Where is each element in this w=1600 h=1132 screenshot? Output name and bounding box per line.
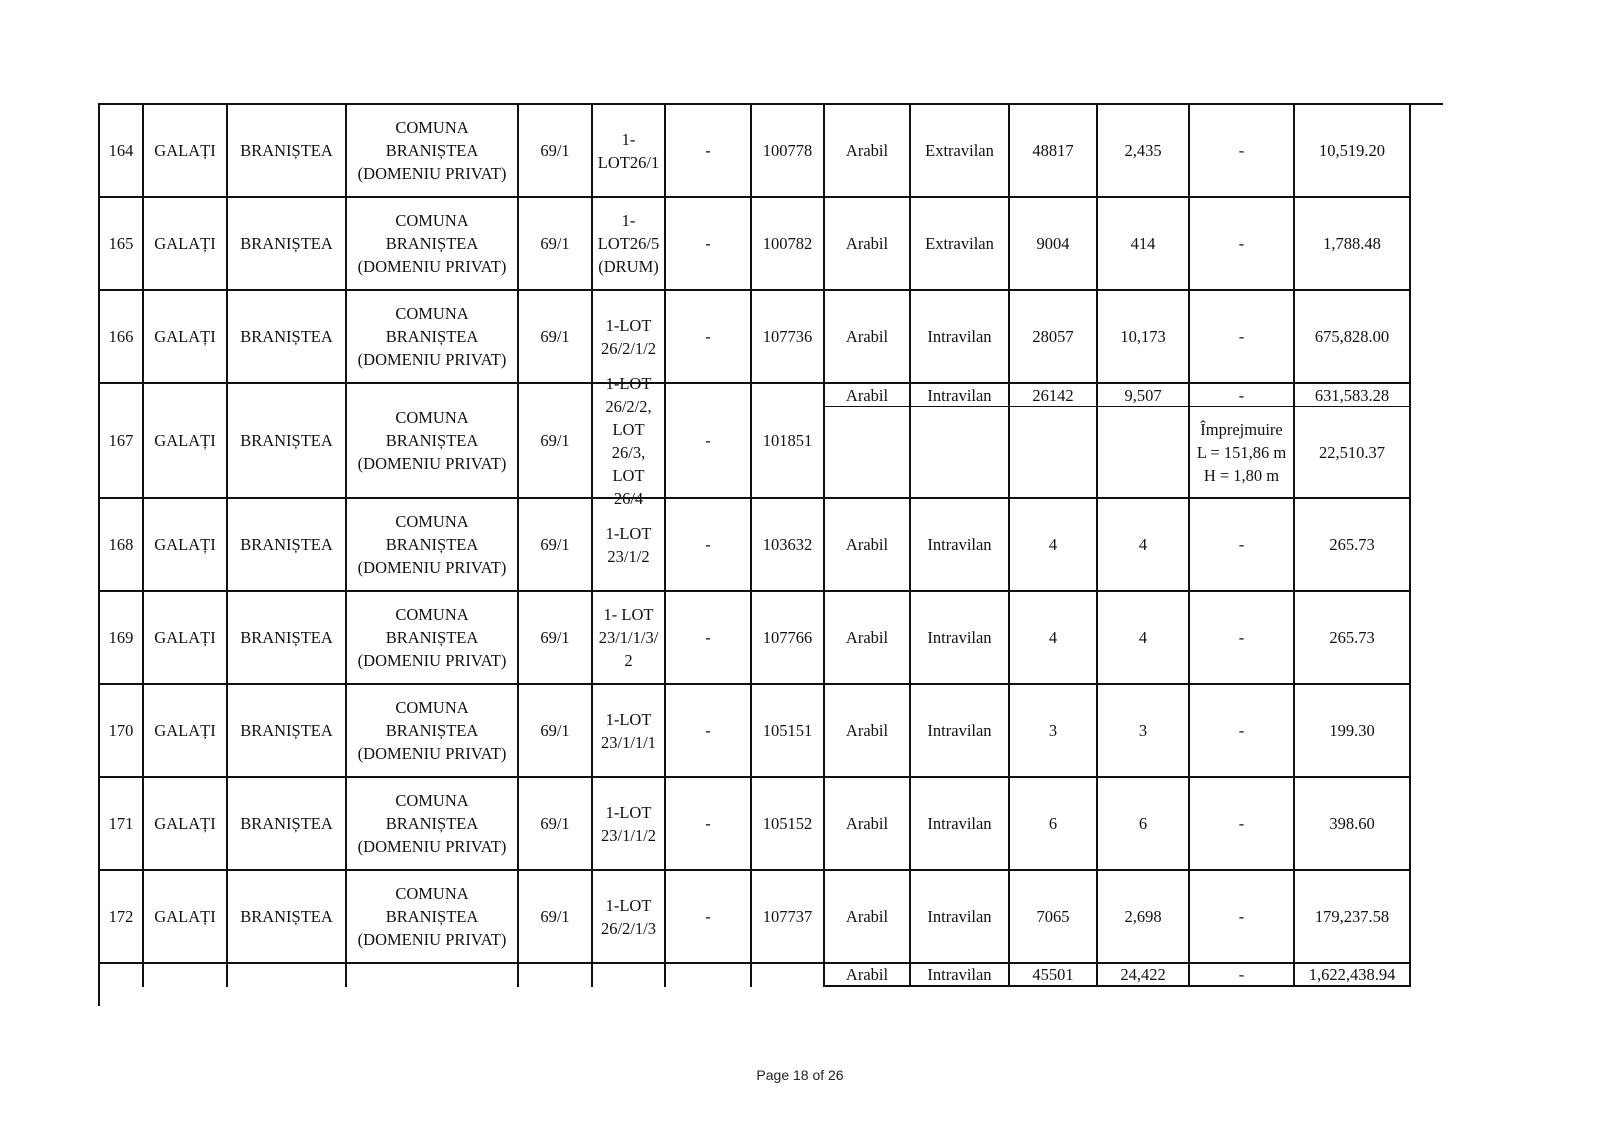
- zone-type-cell-text: Intravilan: [927, 385, 992, 405]
- page-footer: Page 18 of 26: [756, 1067, 844, 1083]
- construction-cell: [1190, 778, 1295, 871]
- locality-cell: [228, 384, 347, 499]
- cadastral-number-cell: [752, 592, 825, 685]
- area-secondary-cell: [1098, 685, 1190, 778]
- parcel-cell: [593, 105, 666, 198]
- value-cell: [1295, 871, 1411, 964]
- area-cell-text: 28057: [1032, 327, 1074, 346]
- value-cell: [1295, 407, 1411, 499]
- county-cell: [144, 685, 228, 778]
- category-cell: [825, 499, 911, 592]
- nr-cell-text: 170: [108, 721, 134, 740]
- zone-type-cell-text: Intravilan: [927, 965, 992, 984]
- zone-type-cell: [911, 384, 1010, 407]
- tarla-cell-text: 69/1: [540, 721, 570, 740]
- parcel-cell: [593, 499, 666, 592]
- old-cadastral-cell-text: -: [705, 907, 711, 926]
- area-cell: [1010, 871, 1098, 964]
- category-cell-text: Arabil: [845, 535, 889, 554]
- area-cell: [1010, 291, 1098, 384]
- county-cell-text: GALAȚI: [154, 431, 216, 450]
- tarla-cell-text: 69/1: [540, 327, 570, 346]
- category-cell: [825, 871, 911, 964]
- parcel-cell-text: 1-LOT 23/1/1/1: [600, 709, 656, 752]
- owner-cell-text: COMUNA BRANIȘTEA (DOMENIU PRIVAT): [357, 118, 507, 183]
- owner-cell: [347, 685, 519, 778]
- cadastral-number-cell: [752, 685, 825, 778]
- value-cell: [1295, 964, 1411, 987]
- tarla-cell: [519, 592, 593, 685]
- value-cell-text: 631,583.28: [1314, 385, 1390, 405]
- zone-type-cell-text: Intravilan: [927, 814, 992, 833]
- parcel-cell-text: 1- LOT26/1: [597, 129, 660, 172]
- old-cadastral-cell-text: -: [705, 535, 711, 554]
- area-secondary-cell: [1098, 105, 1190, 198]
- old-cadastral-cell-text: -: [705, 141, 711, 160]
- construction-cell: [1190, 105, 1295, 198]
- zone-type-cell: [911, 499, 1010, 592]
- category-cell-text: Arabil: [845, 141, 889, 160]
- old-cadastral-cell-text: -: [705, 234, 711, 253]
- category-cell-text: Arabil: [845, 628, 889, 647]
- zone-type-cell: [911, 291, 1010, 384]
- county-cell: [144, 198, 228, 291]
- nr-cell-text: 169: [108, 628, 134, 647]
- zone-type-cell-text: Intravilan: [927, 327, 992, 346]
- category-cell: [825, 407, 911, 499]
- zone-type-cell: [911, 198, 1010, 291]
- area-cell-text: 6: [1048, 814, 1058, 833]
- area-cell-text: 45501: [1032, 965, 1074, 984]
- cadastral-number-cell: [752, 384, 825, 499]
- county-cell: [144, 291, 228, 384]
- tarla-cell-continued: [519, 964, 593, 987]
- nr-cell: [100, 291, 144, 384]
- category-cell-text: Arabil: [845, 907, 889, 926]
- tarla-cell: [519, 499, 593, 592]
- area-secondary-cell: [1098, 499, 1190, 592]
- category-cell: [825, 592, 911, 685]
- county-cell-text: GALAȚI: [154, 535, 216, 554]
- value-cell-text: 1,788.48: [1323, 234, 1381, 253]
- construction-cell: [1190, 871, 1295, 964]
- value-cell-text: 675,828.00: [1314, 327, 1390, 346]
- nr-cell-continued: [100, 964, 144, 987]
- owner-cell: [347, 499, 519, 592]
- cadastral-number-cell-text: 105151: [762, 721, 813, 740]
- cadastral-number-cell: [752, 198, 825, 291]
- old-cadastral-cell: [666, 198, 752, 291]
- value-cell-text: 1,622,438.94: [1308, 965, 1396, 984]
- cadastral-number-cell-text: 100778: [762, 141, 813, 160]
- owner-cell: [347, 105, 519, 198]
- owner-cell: [347, 198, 519, 291]
- cadastral-number-cell-text: 105152: [762, 814, 813, 833]
- zone-type-cell-text: Extravilan: [925, 234, 994, 253]
- zone-type-cell: [911, 964, 1010, 987]
- area-secondary-cell: [1098, 778, 1190, 871]
- value-cell-text: 22,510.37: [1319, 442, 1385, 462]
- value-cell-text: 265.73: [1329, 628, 1375, 647]
- area-cell-text: 4: [1048, 535, 1058, 554]
- cadastral-number-cell: [752, 871, 825, 964]
- construction-cell: [1190, 499, 1295, 592]
- owner-cell: [347, 592, 519, 685]
- zone-type-cell-text: Intravilan: [927, 628, 992, 647]
- locality-cell-text: BRANIȘTEA: [240, 721, 333, 740]
- zone-type-cell-text: Intravilan: [927, 721, 992, 740]
- tarla-cell-text: 69/1: [540, 234, 570, 253]
- locality-cell-text: BRANIȘTEA: [240, 535, 333, 554]
- parcel-cell: [593, 198, 666, 291]
- area-secondary-cell-text: 10,173: [1120, 327, 1166, 346]
- parcel-cell-text: 1-LOT 26/2/2, LOT 26/3, LOT 26/4: [605, 373, 652, 508]
- owner-cell-text: COMUNA BRANIȘTEA (DOMENIU PRIVAT): [357, 605, 507, 670]
- old-cadastral-cell-text: -: [705, 814, 711, 833]
- parcel-cell-text: 1- LOT 23/1/1/3/ 2: [598, 605, 659, 670]
- value-cell-text: 265.73: [1329, 535, 1375, 554]
- locality-cell: [228, 291, 347, 384]
- zone-type-cell: [911, 871, 1010, 964]
- locality-cell-text: BRANIȘTEA: [240, 814, 333, 833]
- area-secondary-cell: [1098, 291, 1190, 384]
- county-cell: [144, 871, 228, 964]
- value-cell: [1295, 592, 1411, 685]
- construction-cell-text: -: [1238, 385, 1245, 405]
- tarla-cell-text: 69/1: [540, 141, 570, 160]
- locality-cell: [228, 871, 347, 964]
- old-cadastral-cell: [666, 685, 752, 778]
- construction-cell-text: -: [1238, 721, 1245, 740]
- locality-cell-text: BRANIȘTEA: [240, 907, 333, 926]
- county-cell-text: GALAȚI: [154, 907, 216, 926]
- nr-cell-text: 165: [108, 234, 134, 253]
- construction-cell-text: -: [1238, 327, 1245, 346]
- cadastral-number-cell: [752, 778, 825, 871]
- tarla-cell: [519, 198, 593, 291]
- zone-type-cell-text: Extravilan: [925, 141, 994, 160]
- owner-cell-text: COMUNA BRANIȘTEA (DOMENIU PRIVAT): [357, 211, 507, 276]
- area-cell-text: 9004: [1036, 234, 1070, 253]
- category-cell-text: Arabil: [845, 327, 889, 346]
- county-cell: [144, 384, 228, 499]
- owner-cell: [347, 384, 519, 499]
- county-cell: [144, 499, 228, 592]
- parcel-cell-text: 1-LOT 23/1/2: [605, 523, 652, 566]
- county-cell-text: GALAȚI: [154, 721, 216, 740]
- category-cell: [825, 778, 911, 871]
- locality-cell-text: BRANIȘTEA: [240, 628, 333, 647]
- locality-cell-text: BRANIȘTEA: [240, 234, 333, 253]
- county-cell-continued: [144, 964, 228, 987]
- category-cell-text: Arabil: [845, 814, 889, 833]
- tarla-cell-text: 69/1: [540, 907, 570, 926]
- zone-type-cell-text: Intravilan: [927, 907, 992, 926]
- area-secondary-cell: [1098, 407, 1190, 499]
- tarla-cell-text: 69/1: [540, 814, 570, 833]
- cadastral-number-cell: [752, 291, 825, 384]
- owner-cell-text: COMUNA BRANIȘTEA (DOMENIU PRIVAT): [357, 512, 507, 577]
- area-cell: [1010, 964, 1098, 987]
- county-cell-text: GALAȚI: [154, 234, 216, 253]
- nr-cell-text: 167: [108, 431, 134, 450]
- category-cell: [825, 964, 911, 987]
- county-cell: [144, 592, 228, 685]
- tarla-cell-text: 69/1: [540, 535, 570, 554]
- nr-cell: [100, 592, 144, 685]
- parcel-cell-text: 1-LOT 26/2/1/2: [600, 315, 656, 358]
- area-secondary-cell-text: 4: [1138, 535, 1148, 554]
- tarla-cell: [519, 291, 593, 384]
- construction-cell-text: -: [1238, 907, 1245, 926]
- owner-cell: [347, 778, 519, 871]
- category-cell: [825, 105, 911, 198]
- parcel-cell-text: 1- LOT26/5 (DRUM): [597, 211, 660, 276]
- area-secondary-cell: [1098, 198, 1190, 291]
- area-cell: [1010, 407, 1098, 499]
- area-cell: [1010, 499, 1098, 592]
- locality-cell-continued: [228, 964, 347, 987]
- zone-type-cell-text: Intravilan: [927, 535, 992, 554]
- county-cell-text: GALAȚI: [154, 327, 216, 346]
- category-cell: [825, 198, 911, 291]
- county-cell-text: GALAȚI: [154, 814, 216, 833]
- cadastral-number-cell: [752, 105, 825, 198]
- locality-cell: [228, 778, 347, 871]
- area-secondary-cell: [1098, 871, 1190, 964]
- old-cadastral-cell: [666, 499, 752, 592]
- tarla-cell: [519, 778, 593, 871]
- zone-type-cell: [911, 407, 1010, 499]
- nr-cell: [100, 198, 144, 291]
- area-cell: [1010, 592, 1098, 685]
- tarla-cell: [519, 105, 593, 198]
- cadastral-number-cell-text: 103632: [762, 535, 813, 554]
- construction-cell-text: -: [1238, 965, 1245, 984]
- nr-cell-text: 166: [108, 327, 134, 346]
- nr-cell-text: 168: [108, 535, 134, 554]
- owner-cell: [347, 291, 519, 384]
- owner-cell-text: COMUNA BRANIȘTEA (DOMENIU PRIVAT): [357, 791, 507, 856]
- cadastral-number-cell: [752, 499, 825, 592]
- tarla-cell: [519, 871, 593, 964]
- value-cell: [1295, 685, 1411, 778]
- area-secondary-cell-text: 3: [1138, 721, 1148, 740]
- county-cell: [144, 105, 228, 198]
- value-cell-text: 179,237.58: [1314, 907, 1390, 926]
- old-cadastral-cell: [666, 105, 752, 198]
- parcel-cell: [593, 871, 666, 964]
- parcel-cell: [593, 592, 666, 685]
- area-secondary-cell-text: 24,422: [1120, 965, 1166, 984]
- nr-cell: [100, 499, 144, 592]
- tarla-cell: [519, 685, 593, 778]
- nr-cell-text: 172: [108, 907, 134, 926]
- construction-cell: [1190, 198, 1295, 291]
- construction-cell-text: -: [1238, 234, 1245, 253]
- county-cell-text: GALAȚI: [154, 628, 216, 647]
- locality-cell: [228, 198, 347, 291]
- area-secondary-cell-text: 414: [1130, 234, 1156, 253]
- cadastral-number-cell-continued: [752, 964, 825, 987]
- cadastral-number-cell-text: 107736: [762, 327, 813, 346]
- construction-cell-text: -: [1238, 628, 1245, 647]
- nr-cell: [100, 778, 144, 871]
- locality-cell: [228, 499, 347, 592]
- area-secondary-cell-text: 4: [1138, 628, 1148, 647]
- parcel-cell: [593, 685, 666, 778]
- land-registry-table: [98, 103, 1443, 1006]
- construction-cell: [1190, 685, 1295, 778]
- category-cell-text: Arabil: [845, 385, 889, 405]
- county-cell: [144, 778, 228, 871]
- tarla-cell: [519, 384, 593, 499]
- construction-cell: [1190, 592, 1295, 685]
- area-cell: [1010, 105, 1098, 198]
- zone-type-cell: [911, 592, 1010, 685]
- locality-cell: [228, 592, 347, 685]
- area-cell-text: 3: [1048, 721, 1058, 740]
- construction-cell: [1190, 407, 1295, 499]
- category-cell-text: Arabil: [845, 965, 889, 984]
- area-cell-text: 7065: [1036, 907, 1070, 926]
- owner-cell-continued: [347, 964, 519, 987]
- area-secondary-cell: [1098, 384, 1190, 407]
- county-cell-text: GALAȚI: [154, 141, 216, 160]
- nr-cell: [100, 384, 144, 499]
- area-secondary-cell-text: 6: [1138, 814, 1148, 833]
- zone-type-cell: [911, 778, 1010, 871]
- parcel-cell: [593, 778, 666, 871]
- cadastral-number-cell-text: 101851: [762, 431, 813, 450]
- old-cadastral-cell: [666, 871, 752, 964]
- parcel-cell-text: 1-LOT 23/1/1/2: [600, 802, 656, 845]
- old-cadastral-cell: [666, 384, 752, 499]
- nr-cell-text: 171: [108, 814, 134, 833]
- construction-cell-text: -: [1238, 814, 1245, 833]
- construction-cell-text: Împrejmuire L = 151,86 m H = 1,80 m: [1196, 419, 1287, 485]
- construction-cell-text: -: [1238, 535, 1245, 554]
- old-cadastral-cell-text: -: [705, 628, 711, 647]
- value-cell-text: 199.30: [1329, 721, 1375, 740]
- parcel-cell: [593, 373, 666, 508]
- area-secondary-cell: [1098, 592, 1190, 685]
- old-cadastral-cell-text: -: [705, 431, 711, 450]
- value-cell: [1295, 198, 1411, 291]
- category-cell-text: Arabil: [845, 234, 889, 253]
- nr-cell-text: 164: [108, 141, 134, 160]
- parcel-cell-text: 1-LOT 26/2/1/3: [600, 895, 656, 938]
- locality-cell-text: BRANIȘTEA: [240, 327, 333, 346]
- locality-cell-text: BRANIȘTEA: [240, 431, 333, 450]
- category-cell: [825, 291, 911, 384]
- construction-cell: [1190, 384, 1295, 407]
- old-cadastral-cell: [666, 592, 752, 685]
- value-cell-text: 10,519.20: [1319, 141, 1385, 160]
- zone-type-cell: [911, 685, 1010, 778]
- area-cell: [1010, 198, 1098, 291]
- value-cell: [1295, 384, 1411, 407]
- zone-type-cell: [911, 105, 1010, 198]
- owner-cell-text: COMUNA BRANIȘTEA (DOMENIU PRIVAT): [357, 884, 507, 949]
- tarla-cell-text: 69/1: [540, 431, 570, 450]
- value-cell: [1295, 499, 1411, 592]
- old-cadastral-cell: [666, 778, 752, 871]
- parcel-cell-continued: [593, 964, 666, 987]
- cadastral-number-cell-text: 100782: [762, 234, 813, 253]
- old-cadastral-cell-text: -: [705, 721, 711, 740]
- area-secondary-cell-text: 2,698: [1124, 907, 1162, 926]
- nr-cell: [100, 105, 144, 198]
- category-cell-text: Arabil: [845, 721, 889, 740]
- construction-cell-text: -: [1238, 141, 1245, 160]
- category-cell: [825, 685, 911, 778]
- owner-cell: [347, 871, 519, 964]
- owner-cell-text: COMUNA BRANIȘTEA (DOMENIU PRIVAT): [357, 408, 507, 473]
- cadastral-number-cell-text: 107737: [762, 907, 813, 926]
- area-cell-text: 26142: [1032, 385, 1074, 405]
- area-cell: [1010, 685, 1098, 778]
- owner-cell-text: COMUNA BRANIȘTEA (DOMENIU PRIVAT): [357, 304, 507, 369]
- category-cell: [825, 384, 911, 407]
- nr-cell: [100, 871, 144, 964]
- owner-cell-text: COMUNA BRANIȘTEA (DOMENIU PRIVAT): [357, 698, 507, 763]
- value-cell: [1295, 291, 1411, 384]
- locality-cell-text: BRANIȘTEA: [240, 141, 333, 160]
- area-cell-text: 48817: [1032, 141, 1074, 160]
- value-cell-text: 398.60: [1329, 814, 1375, 833]
- area-cell-text: 4: [1048, 628, 1058, 647]
- area-secondary-cell-text: 2,435: [1124, 141, 1162, 160]
- value-cell: [1295, 778, 1411, 871]
- nr-cell: [100, 685, 144, 778]
- area-cell: [1010, 384, 1098, 407]
- area-secondary-cell-text: 9,507: [1124, 385, 1162, 405]
- old-cadastral-cell-continued: [666, 964, 752, 987]
- parcel-cell: [593, 291, 666, 384]
- value-cell: [1295, 105, 1411, 198]
- locality-cell: [228, 685, 347, 778]
- locality-cell: [228, 105, 347, 198]
- cadastral-number-cell-text: 107766: [762, 628, 813, 647]
- construction-cell: [1190, 291, 1295, 384]
- construction-cell: [1190, 964, 1295, 987]
- old-cadastral-cell-text: -: [705, 327, 711, 346]
- area-cell: [1010, 778, 1098, 871]
- area-secondary-cell: [1098, 964, 1190, 987]
- old-cadastral-cell: [666, 291, 752, 384]
- tarla-cell-text: 69/1: [540, 628, 570, 647]
